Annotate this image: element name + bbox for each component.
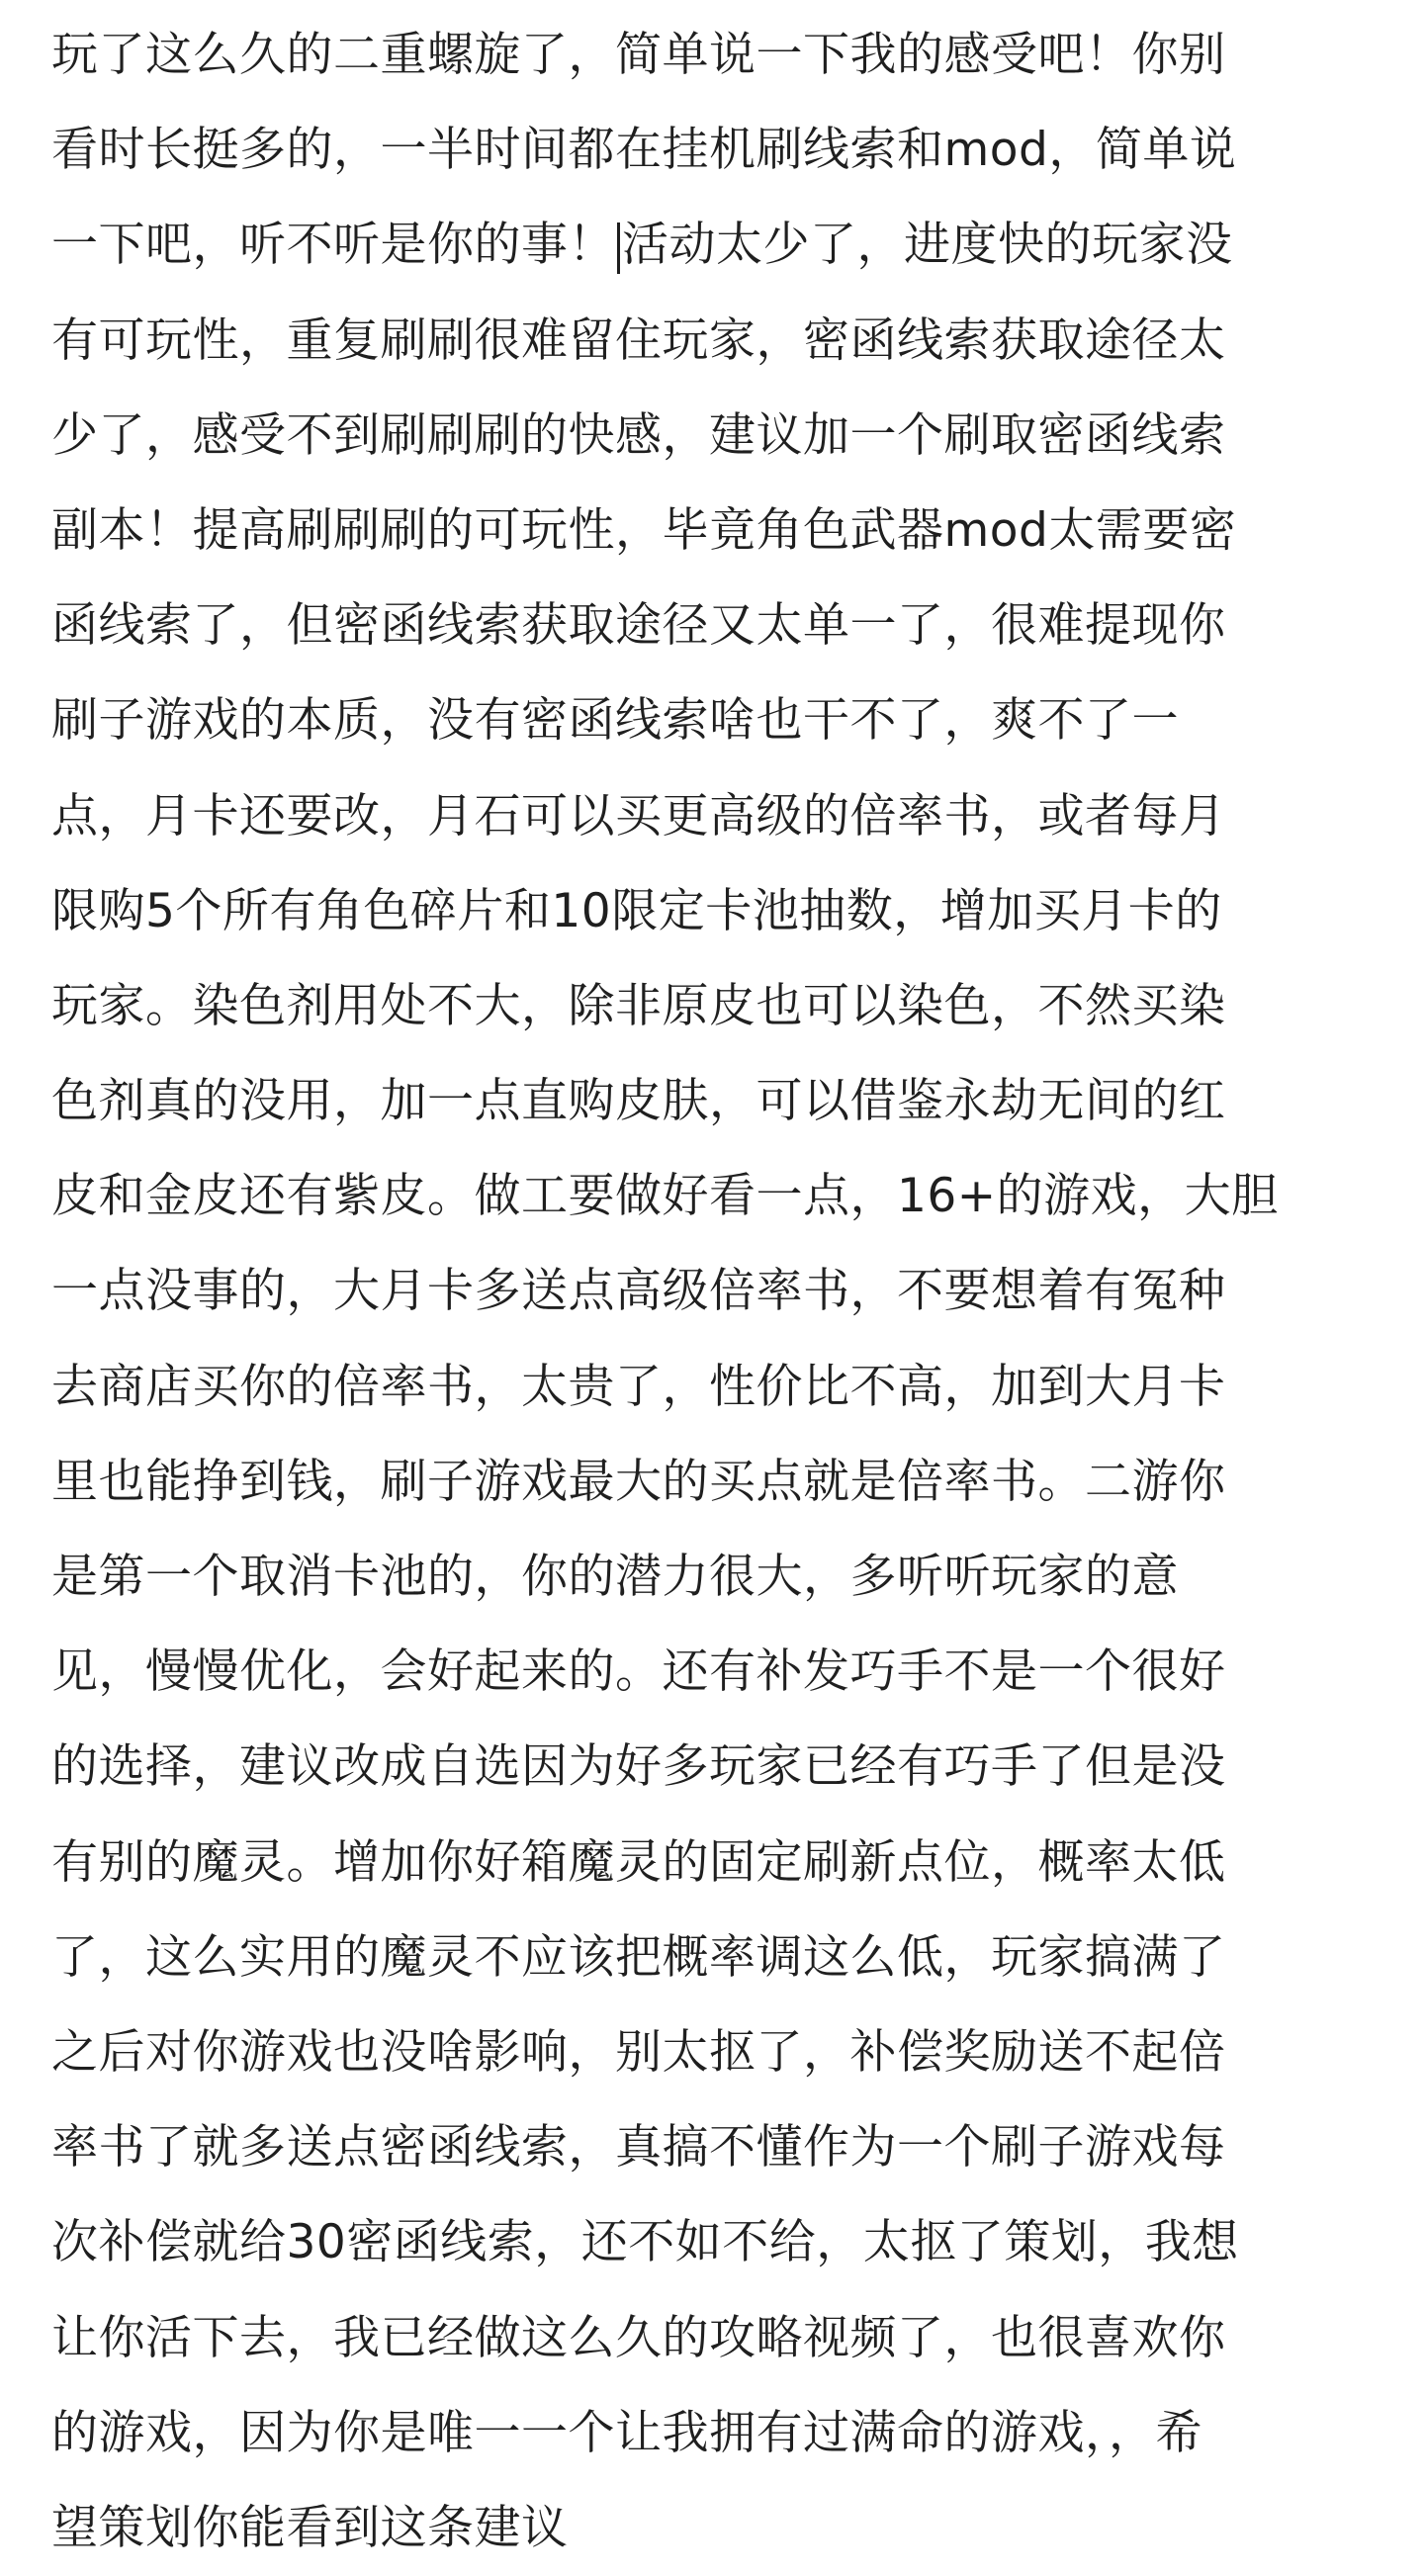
text-line-17: 是第一个取消卡池的，你的潜力很大，多听听玩家的意 — [51, 1550, 1179, 1604]
text-line-14: 一点没事的，大月卡多送点高级倍率书，不要想着有冤种 — [51, 1264, 1226, 1319]
text-line-18: 见，慢慢优化，会好起来的。还有补发巧手不是一个很好 — [51, 1644, 1226, 1700]
text-line-3 — [51, 198, 1406, 293]
text-line-1: 玩了这么久的二重螺旋了，简单说一下我的感受吧！你别 — [51, 28, 1226, 82]
text-line-15: 去商店买你的倍率书，太贵了，性价比不高，加到大月卡 — [51, 1359, 1226, 1414]
text-cursor — [617, 222, 620, 274]
text-line-26: 的游戏，因为你是唯一一个让我拥有过满命的游戏，，希 — [51, 2405, 1202, 2460]
text-line-19: 的选择，建议改成自选因为好多玩家已经有巧手了但是没 — [51, 1739, 1226, 1795]
text-line-12: 色剂真的没用，加一点直购皮肤，可以借鉴永劫无间的红 — [51, 1074, 1226, 1129]
text-line-25: 让你活下去，我已经做这么久的攻略视频了，也很喜欢你 — [51, 2310, 1226, 2365]
text-line-16: 里也能挣到钱，刷子游戏最大的买点就是倍率书。二游你 — [51, 1454, 1226, 1509]
text-line-4: 有可玩性，重复刷刷很难留住玩家，密函线索获取途径太 — [51, 312, 1226, 368]
text-line-8: 刷子游戏的本质，没有密函线索啥也干不了，爽不了一 — [51, 693, 1179, 749]
text-line-5: 少了，感受不到刷刷刷的快感，建议加一个刷取密函线索 — [51, 407, 1226, 463]
text-line-23: 率书了就多送点密函线索，真搞不懂作为一个刷子游戏每 — [51, 2120, 1226, 2176]
text-line-7: 函线索了，但密函线索获取途径又太单一了，很难提现你 — [51, 598, 1226, 654]
text-line-21: 了，这么实用的魔灵不应该把概率调这么低，玩家搞满了 — [51, 1929, 1226, 1985]
text-line-9: 点，月卡还要改，月石可以买更高级的倍率书，或者每月 — [51, 788, 1226, 844]
text-line-27: 望策划你能看到这条建议 — [51, 2500, 569, 2555]
text-line-20: 有别的魔灵。增加你好箱魔灵的固定刷新点位，概率太低 — [51, 1834, 1226, 1890]
text-line-3-end: 活动太少了，进度快的玩家没 — [622, 218, 1233, 273]
text-line-10: 限购5个所有角色碎片和10限定卡池抽数，增加买月卡的 — [51, 883, 1222, 938]
text-line-3-start: 一下吧，听不听是你的事！ — [51, 218, 615, 273]
text-line-11: 玩家。染色剂用处不大，除非原皮也可以染色，不然买染 — [51, 978, 1226, 1033]
text-line-13: 皮和金皮还有紫皮。做工要做好看一点，16+的游戏，大胆 — [51, 1169, 1279, 1224]
text-line-6: 副本！提高刷刷刷的可玩性，毕竟角色武器mod太需要密 — [51, 502, 1237, 558]
text-line-22: 之后对你游戏也没啥影响，别太抠了，补偿奖励送不起倍 — [51, 2024, 1226, 2080]
text-line-2: 看时长挺多的，一半时间都在挂机刷线索和mod，简单说 — [51, 123, 1237, 178]
text-line-24: 次补偿就给30密函线索，还不如不给，太抠了策划，我想 — [51, 2215, 1239, 2270]
post-body-text[interactable] — [51, 8, 1406, 2576]
